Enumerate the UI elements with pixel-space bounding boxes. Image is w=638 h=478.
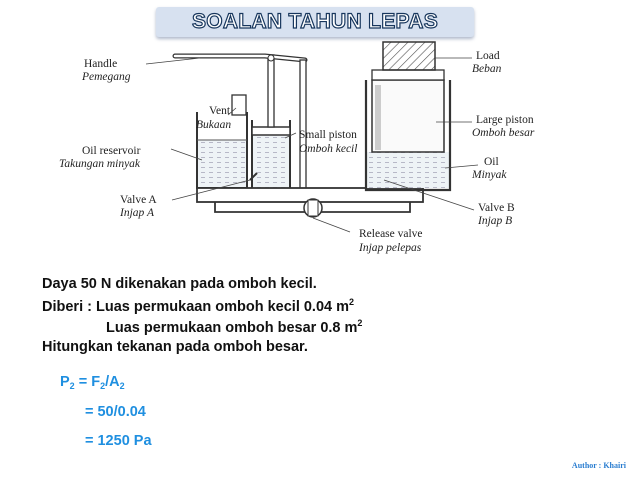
question-line-2: Diberi : Luas permukaan omboh kecil 0.04 $m^2$ <box>42 297 355 315</box>
small-cylinder-oil <box>252 134 290 188</box>
label-release-valve: Release valve <box>359 228 423 240</box>
label-oil: Oil <box>484 156 499 168</box>
label-beban: Beban <box>472 63 502 75</box>
label-omboh-kecil: Omboh kecil <box>299 143 358 155</box>
label-handle: Handle <box>84 58 118 70</box>
label-injap-b: Injap B <box>478 215 513 227</box>
question-line-3: Luas permukaan omboh besar 0.8 $m^2$ <box>106 318 363 336</box>
vent <box>232 95 246 115</box>
unit-exponent: 2 <box>349 297 355 307</box>
handle-support <box>300 60 306 190</box>
label-bukaan: Bukaan <box>196 119 232 131</box>
label-injap-a: Injap A <box>120 207 154 219</box>
handle-pivot <box>268 55 274 61</box>
answer-step-2: = 50/0.04 <box>85 404 146 420</box>
label-valve-a: Valve A <box>120 194 157 206</box>
unit-exponent: 2 <box>357 318 363 328</box>
small-piston <box>252 127 290 135</box>
question-line-4: Hitungkan tekanan pada omboh besar. <box>42 339 308 355</box>
reservoir-oil <box>197 140 247 188</box>
label-valve-b: Valve B <box>478 202 515 214</box>
small-piston-rod <box>268 55 274 127</box>
label-vent: Vent <box>209 105 231 117</box>
label-injap-pelepas: Injap pelepas <box>359 242 422 254</box>
label-takungan-minyak: Takungan minyak <box>59 158 141 170</box>
label-oil-reservoir: Oil reservoir <box>82 145 141 157</box>
large-piston <box>372 80 444 152</box>
answer-formula: $P_2 = F_2/A_2$ <box>60 374 125 391</box>
label-omboh-besar: Omboh besar <box>472 127 535 139</box>
slide-title: SOALAN TAHUN LEPAS <box>191 10 439 33</box>
label-load: Load <box>476 50 500 62</box>
label-large-piston: Large piston <box>476 114 534 126</box>
label-small-piston: Small piston <box>299 129 357 141</box>
answer-step-3: = 1250 Pa <box>85 433 152 449</box>
label-minyak: Minyak <box>472 169 507 181</box>
author-credit: Author : Khairi <box>571 461 626 470</box>
question-line-1: Daya 50 N dikenakan pada omboh kecil. <box>42 276 317 292</box>
load-block <box>383 42 435 70</box>
label-pemegang: Pemegang <box>82 71 131 83</box>
large-cylinder-oil <box>366 152 450 188</box>
